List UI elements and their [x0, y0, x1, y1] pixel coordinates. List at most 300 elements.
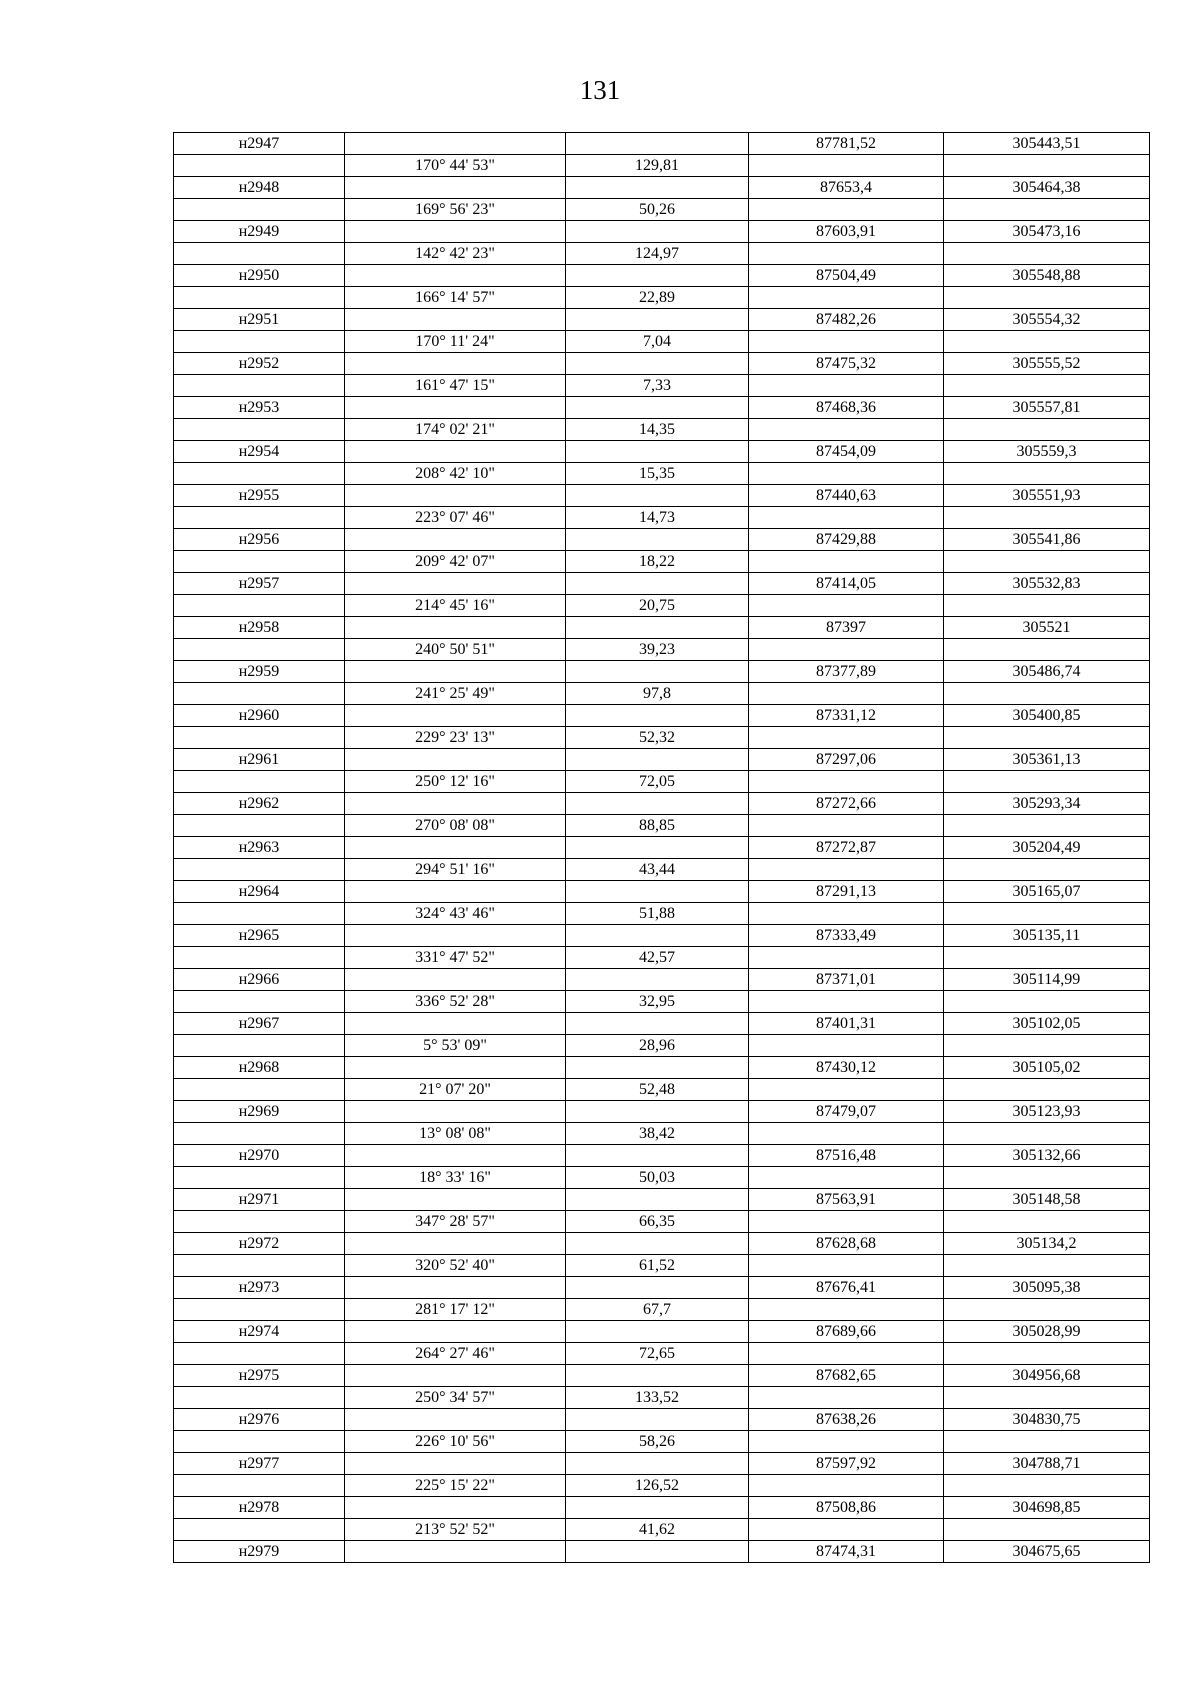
- distance-cell: 61,52: [566, 1255, 749, 1277]
- direction-angle-cell: [345, 1145, 566, 1167]
- coordinate-x-cell: 87440,63: [749, 485, 944, 507]
- point-name-cell: [174, 1387, 345, 1409]
- point-name-cell: н2948: [174, 177, 345, 199]
- point-row: [174, 353, 1150, 375]
- coordinate-y-cell: [944, 771, 1150, 793]
- segment-row: [174, 683, 1150, 705]
- coordinate-x-cell: 87689,66: [749, 1321, 944, 1343]
- direction-angle-cell: 223° 07' 46": [345, 507, 566, 529]
- segment-row: [174, 199, 1150, 221]
- direction-angle-cell: [345, 1321, 566, 1343]
- coordinate-y-cell: 305095,38: [944, 1277, 1150, 1299]
- distance-cell: [566, 1277, 749, 1299]
- point-row: [174, 837, 1150, 859]
- distance-cell: 18,22: [566, 551, 749, 573]
- point-name-cell: н2952: [174, 353, 345, 375]
- direction-angle-cell: [345, 1101, 566, 1123]
- coordinate-x-cell: 87291,13: [749, 881, 944, 903]
- point-row: [174, 1365, 1150, 1387]
- segment-row: [174, 419, 1150, 441]
- coordinate-x-cell: [749, 727, 944, 749]
- point-name-cell: н2976: [174, 1409, 345, 1431]
- coordinate-y-cell: [944, 1255, 1150, 1277]
- point-name-cell: н2951: [174, 309, 345, 331]
- segment-row: [174, 727, 1150, 749]
- coordinate-y-cell: 305464,38: [944, 177, 1150, 199]
- segment-row: [174, 331, 1150, 353]
- point-name-cell: [174, 991, 345, 1013]
- point-row: [174, 661, 1150, 683]
- point-name-cell: н2953: [174, 397, 345, 419]
- direction-angle-cell: [345, 397, 566, 419]
- coordinate-x-cell: 87297,06: [749, 749, 944, 771]
- point-row: [174, 925, 1150, 947]
- coordinate-y-cell: 305102,05: [944, 1013, 1150, 1035]
- direction-angle-cell: 250° 12' 16": [345, 771, 566, 793]
- coordinate-x-cell: 87401,31: [749, 1013, 944, 1035]
- segment-row: [174, 1255, 1150, 1277]
- segment-row: [174, 903, 1150, 925]
- direction-angle-cell: 336° 52' 28": [345, 991, 566, 1013]
- segment-row: [174, 287, 1150, 309]
- coordinate-x-cell: 87377,89: [749, 661, 944, 683]
- direction-angle-cell: [345, 925, 566, 947]
- segment-row: [174, 1035, 1150, 1057]
- point-name-cell: [174, 331, 345, 353]
- direction-angle-cell: [345, 749, 566, 771]
- point-row: [174, 573, 1150, 595]
- direction-angle-cell: 170° 11' 24": [345, 331, 566, 353]
- point-name-cell: [174, 1519, 345, 1541]
- coordinate-y-cell: [944, 947, 1150, 969]
- coordinate-x-cell: 87603,91: [749, 221, 944, 243]
- point-name-cell: н2968: [174, 1057, 345, 1079]
- distance-cell: [566, 1233, 749, 1255]
- point-name-cell: [174, 1255, 345, 1277]
- distance-cell: [566, 793, 749, 815]
- coordinate-y-cell: 305165,07: [944, 881, 1150, 903]
- coordinate-y-cell: [944, 199, 1150, 221]
- point-name-cell: н2977: [174, 1453, 345, 1475]
- coordinate-y-cell: [944, 639, 1150, 661]
- point-name-cell: [174, 595, 345, 617]
- coordinate-y-cell: [944, 375, 1150, 397]
- point-name-cell: н2979: [174, 1541, 345, 1563]
- distance-cell: 51,88: [566, 903, 749, 925]
- point-name-cell: [174, 859, 345, 881]
- point-name-cell: [174, 639, 345, 661]
- coordinate-y-cell: [944, 1431, 1150, 1453]
- point-row: [174, 309, 1150, 331]
- point-row: [174, 1409, 1150, 1431]
- direction-angle-cell: 229° 23' 13": [345, 727, 566, 749]
- coordinate-y-cell: [944, 1035, 1150, 1057]
- coordinate-y-cell: 305473,16: [944, 221, 1150, 243]
- distance-cell: [566, 1541, 749, 1563]
- coordinate-y-cell: 305559,3: [944, 441, 1150, 463]
- point-row: [174, 1057, 1150, 1079]
- coordinate-x-cell: 87628,68: [749, 1233, 944, 1255]
- direction-angle-cell: [345, 573, 566, 595]
- distance-cell: [566, 881, 749, 903]
- direction-angle-cell: [345, 529, 566, 551]
- coordinate-x-cell: 87429,88: [749, 529, 944, 551]
- direction-angle-cell: 208° 42' 10": [345, 463, 566, 485]
- coordinate-x-cell: [749, 1387, 944, 1409]
- direction-angle-cell: 264° 27' 46": [345, 1343, 566, 1365]
- point-name-cell: н2963: [174, 837, 345, 859]
- direction-angle-cell: [345, 969, 566, 991]
- coordinate-x-cell: 87563,91: [749, 1189, 944, 1211]
- coordinate-x-cell: [749, 1211, 944, 1233]
- point-row: [174, 749, 1150, 771]
- coordinate-y-cell: 305541,86: [944, 529, 1150, 551]
- point-row: [174, 221, 1150, 243]
- point-name-cell: [174, 1431, 345, 1453]
- distance-cell: 52,32: [566, 727, 749, 749]
- point-name-cell: [174, 507, 345, 529]
- distance-cell: [566, 1013, 749, 1035]
- point-name-cell: н2972: [174, 1233, 345, 1255]
- coordinate-y-cell: 305555,52: [944, 353, 1150, 375]
- point-name-cell: н2970: [174, 1145, 345, 1167]
- coordinate-y-cell: 305551,93: [944, 485, 1150, 507]
- coordinate-x-cell: [749, 287, 944, 309]
- segment-row: [174, 1431, 1150, 1453]
- point-row: [174, 1497, 1150, 1519]
- coordinate-x-cell: [749, 991, 944, 1013]
- coordinate-x-cell: [749, 947, 944, 969]
- coordinate-x-cell: [749, 639, 944, 661]
- coordinate-y-cell: 305132,66: [944, 1145, 1150, 1167]
- direction-angle-cell: 170° 44' 53": [345, 155, 566, 177]
- point-name-cell: н2962: [174, 793, 345, 815]
- coordinate-y-cell: [944, 815, 1150, 837]
- coordinate-x-cell: [749, 507, 944, 529]
- point-row: [174, 177, 1150, 199]
- direction-angle-cell: 324° 43' 46": [345, 903, 566, 925]
- point-name-cell: н2965: [174, 925, 345, 947]
- distance-cell: [566, 573, 749, 595]
- coordinate-x-cell: [749, 1167, 944, 1189]
- point-name-cell: н2961: [174, 749, 345, 771]
- segment-row: [174, 463, 1150, 485]
- distance-cell: [566, 1453, 749, 1475]
- coordinate-x-cell: 87597,92: [749, 1453, 944, 1475]
- distance-cell: [566, 133, 749, 155]
- coordinate-y-cell: [944, 683, 1150, 705]
- direction-angle-cell: 213° 52' 52": [345, 1519, 566, 1541]
- coordinate-x-cell: [749, 419, 944, 441]
- distance-cell: [566, 265, 749, 287]
- coordinate-x-cell: 87371,01: [749, 969, 944, 991]
- distance-cell: 88,85: [566, 815, 749, 837]
- point-name-cell: н2959: [174, 661, 345, 683]
- distance-cell: [566, 969, 749, 991]
- point-name-cell: [174, 1035, 345, 1057]
- coordinate-x-cell: [749, 1299, 944, 1321]
- coordinate-y-cell: 305293,34: [944, 793, 1150, 815]
- coordinate-y-cell: [944, 507, 1150, 529]
- coordinate-y-cell: 305521: [944, 617, 1150, 639]
- distance-cell: 66,35: [566, 1211, 749, 1233]
- coordinate-y-cell: 305443,51: [944, 133, 1150, 155]
- direction-angle-cell: 225° 15' 22": [345, 1475, 566, 1497]
- direction-angle-cell: [345, 265, 566, 287]
- segment-row: [174, 1299, 1150, 1321]
- direction-angle-cell: [345, 1233, 566, 1255]
- point-name-cell: н2966: [174, 969, 345, 991]
- coordinate-y-cell: [944, 1519, 1150, 1541]
- direction-angle-cell: 250° 34' 57": [345, 1387, 566, 1409]
- coordinate-x-cell: 87475,32: [749, 353, 944, 375]
- direction-angle-cell: [345, 441, 566, 463]
- point-name-cell: н2978: [174, 1497, 345, 1519]
- coordinate-x-cell: 87272,66: [749, 793, 944, 815]
- coordinate-y-cell: [944, 1123, 1150, 1145]
- point-name-cell: н2957: [174, 573, 345, 595]
- distance-cell: [566, 1189, 749, 1211]
- direction-angle-cell: [345, 1277, 566, 1299]
- direction-angle-cell: 142° 42' 23": [345, 243, 566, 265]
- coordinate-x-cell: [749, 1475, 944, 1497]
- coordinate-x-cell: 87638,26: [749, 1409, 944, 1431]
- direction-angle-cell: 226° 10' 56": [345, 1431, 566, 1453]
- distance-cell: [566, 1365, 749, 1387]
- distance-cell: 20,75: [566, 595, 749, 617]
- distance-cell: 41,62: [566, 1519, 749, 1541]
- coordinate-x-cell: [749, 375, 944, 397]
- point-row: [174, 1101, 1150, 1123]
- segment-row: [174, 243, 1150, 265]
- distance-cell: 97,8: [566, 683, 749, 705]
- coordinate-y-cell: 305557,81: [944, 397, 1150, 419]
- direction-angle-cell: 331° 47' 52": [345, 947, 566, 969]
- segment-row: [174, 551, 1150, 573]
- segment-row: [174, 507, 1150, 529]
- direction-angle-cell: 270° 08' 08": [345, 815, 566, 837]
- distance-cell: 7,04: [566, 331, 749, 353]
- coordinate-x-cell: [749, 463, 944, 485]
- coordinate-y-cell: 304956,68: [944, 1365, 1150, 1387]
- direction-angle-cell: 18° 33' 16": [345, 1167, 566, 1189]
- coordinate-x-cell: [749, 771, 944, 793]
- direction-angle-cell: 240° 50' 51": [345, 639, 566, 661]
- point-row: [174, 397, 1150, 419]
- coordinate-x-cell: [749, 551, 944, 573]
- distance-cell: 38,42: [566, 1123, 749, 1145]
- point-name-cell: [174, 551, 345, 573]
- coordinate-x-cell: 87333,49: [749, 925, 944, 947]
- direction-angle-cell: [345, 485, 566, 507]
- coordinate-y-cell: [944, 1299, 1150, 1321]
- coordinate-x-cell: [749, 331, 944, 353]
- distance-cell: 50,26: [566, 199, 749, 221]
- coordinate-y-cell: [944, 1167, 1150, 1189]
- segment-row: [174, 771, 1150, 793]
- distance-cell: 129,81: [566, 155, 749, 177]
- distance-cell: [566, 1409, 749, 1431]
- direction-angle-cell: [345, 1013, 566, 1035]
- coordinate-x-cell: 87504,49: [749, 265, 944, 287]
- distance-cell: 124,97: [566, 243, 749, 265]
- point-name-cell: н2958: [174, 617, 345, 639]
- point-row: [174, 485, 1150, 507]
- segment-row: [174, 1079, 1150, 1101]
- direction-angle-cell: 209° 42' 07": [345, 551, 566, 573]
- coordinate-y-cell: 305123,93: [944, 1101, 1150, 1123]
- coordinate-x-cell: [749, 1123, 944, 1145]
- point-name-cell: [174, 947, 345, 969]
- coordinate-y-cell: 304830,75: [944, 1409, 1150, 1431]
- direction-angle-cell: 347° 28' 57": [345, 1211, 566, 1233]
- distance-cell: [566, 1145, 749, 1167]
- segment-row: [174, 991, 1150, 1013]
- direction-angle-cell: 281° 17' 12": [345, 1299, 566, 1321]
- point-name-cell: н2964: [174, 881, 345, 903]
- coordinate-y-cell: [944, 859, 1150, 881]
- point-name-cell: [174, 1123, 345, 1145]
- point-name-cell: [174, 463, 345, 485]
- direction-angle-cell: 166° 14' 57": [345, 287, 566, 309]
- point-name-cell: н2974: [174, 1321, 345, 1343]
- direction-angle-cell: [345, 1541, 566, 1563]
- distance-cell: 126,52: [566, 1475, 749, 1497]
- point-name-cell: н2949: [174, 221, 345, 243]
- coordinate-x-cell: 87468,36: [749, 397, 944, 419]
- direction-angle-cell: [345, 661, 566, 683]
- distance-cell: [566, 309, 749, 331]
- segment-row: [174, 1519, 1150, 1541]
- direction-angle-cell: [345, 353, 566, 375]
- distance-cell: [566, 397, 749, 419]
- distance-cell: 72,65: [566, 1343, 749, 1365]
- coordinate-x-cell: 87414,05: [749, 573, 944, 595]
- coordinate-x-cell: [749, 859, 944, 881]
- distance-cell: 52,48: [566, 1079, 749, 1101]
- coordinate-y-cell: 305114,99: [944, 969, 1150, 991]
- direction-angle-cell: 13° 08' 08": [345, 1123, 566, 1145]
- point-row: [174, 969, 1150, 991]
- coordinate-y-cell: 305204,49: [944, 837, 1150, 859]
- point-name-cell: [174, 727, 345, 749]
- direction-angle-cell: 241° 25' 49": [345, 683, 566, 705]
- coordinate-y-cell: [944, 331, 1150, 353]
- point-row: [174, 1233, 1150, 1255]
- point-row: [174, 1013, 1150, 1035]
- coordinate-x-cell: [749, 155, 944, 177]
- point-name-cell: [174, 771, 345, 793]
- point-name-cell: [174, 375, 345, 397]
- coordinate-x-cell: 87474,31: [749, 1541, 944, 1563]
- segment-row: [174, 1343, 1150, 1365]
- distance-cell: [566, 925, 749, 947]
- direction-angle-cell: 169° 56' 23": [345, 199, 566, 221]
- coordinate-x-cell: 87682,65: [749, 1365, 944, 1387]
- distance-cell: [566, 749, 749, 771]
- coordinate-x-cell: 87454,09: [749, 441, 944, 463]
- segment-row: [174, 1475, 1150, 1497]
- coordinate-y-cell: 305028,99: [944, 1321, 1150, 1343]
- point-name-cell: [174, 683, 345, 705]
- coordinate-y-cell: 305134,2: [944, 1233, 1150, 1255]
- distance-cell: 58,26: [566, 1431, 749, 1453]
- coordinate-y-cell: [944, 595, 1150, 617]
- point-name-cell: [174, 1079, 345, 1101]
- point-name-cell: [174, 155, 345, 177]
- point-name-cell: н2947: [174, 133, 345, 155]
- coordinate-y-cell: [944, 1343, 1150, 1365]
- direction-angle-cell: [345, 1453, 566, 1475]
- point-row: [174, 617, 1150, 639]
- point-row: [174, 441, 1150, 463]
- point-name-cell: н2973: [174, 1277, 345, 1299]
- point-name-cell: н2975: [174, 1365, 345, 1387]
- point-row: [174, 529, 1150, 551]
- distance-cell: [566, 1497, 749, 1519]
- distance-cell: [566, 221, 749, 243]
- point-name-cell: [174, 287, 345, 309]
- coordinate-y-cell: [944, 155, 1150, 177]
- direction-angle-cell: 294° 51' 16": [345, 859, 566, 881]
- segment-row: [174, 595, 1150, 617]
- coordinate-x-cell: [749, 1255, 944, 1277]
- coordinate-x-cell: [749, 815, 944, 837]
- segment-row: [174, 1167, 1150, 1189]
- page-number: 131: [579, 75, 621, 105]
- coordinate-y-cell: [944, 727, 1150, 749]
- distance-cell: 43,44: [566, 859, 749, 881]
- coordinate-x-cell: 87430,12: [749, 1057, 944, 1079]
- distance-cell: 14,73: [566, 507, 749, 529]
- point-name-cell: н2969: [174, 1101, 345, 1123]
- coordinate-y-cell: 305554,32: [944, 309, 1150, 331]
- direction-angle-cell: [345, 133, 566, 155]
- direction-angle-cell: [345, 177, 566, 199]
- direction-angle-cell: [345, 309, 566, 331]
- coordinate-x-cell: [749, 903, 944, 925]
- distance-cell: 39,23: [566, 639, 749, 661]
- direction-angle-cell: 320° 52' 40": [345, 1255, 566, 1277]
- coordinate-y-cell: 305148,58: [944, 1189, 1150, 1211]
- distance-cell: 72,05: [566, 771, 749, 793]
- coordinate-y-cell: 305135,11: [944, 925, 1150, 947]
- segment-row: [174, 947, 1150, 969]
- distance-cell: 22,89: [566, 287, 749, 309]
- coordinate-y-cell: 305532,83: [944, 573, 1150, 595]
- distance-cell: 42,57: [566, 947, 749, 969]
- segment-row: [174, 639, 1150, 661]
- segment-row: [174, 375, 1150, 397]
- coordinates-table: [173, 132, 1150, 1563]
- coordinate-x-cell: 87508,86: [749, 1497, 944, 1519]
- distance-cell: 28,96: [566, 1035, 749, 1057]
- direction-angle-cell: 21° 07' 20": [345, 1079, 566, 1101]
- direction-angle-cell: 214° 45' 16": [345, 595, 566, 617]
- point-name-cell: н2956: [174, 529, 345, 551]
- point-name-cell: н2950: [174, 265, 345, 287]
- point-row: [174, 1277, 1150, 1299]
- segment-row: [174, 1211, 1150, 1233]
- point-name-cell: [174, 815, 345, 837]
- point-name-cell: [174, 1211, 345, 1233]
- direction-angle-cell: [345, 1057, 566, 1079]
- coordinates-table-body: [174, 133, 1150, 1563]
- point-name-cell: н2967: [174, 1013, 345, 1035]
- coordinate-y-cell: [944, 1211, 1150, 1233]
- point-name-cell: н2971: [174, 1189, 345, 1211]
- coordinate-y-cell: [944, 1475, 1150, 1497]
